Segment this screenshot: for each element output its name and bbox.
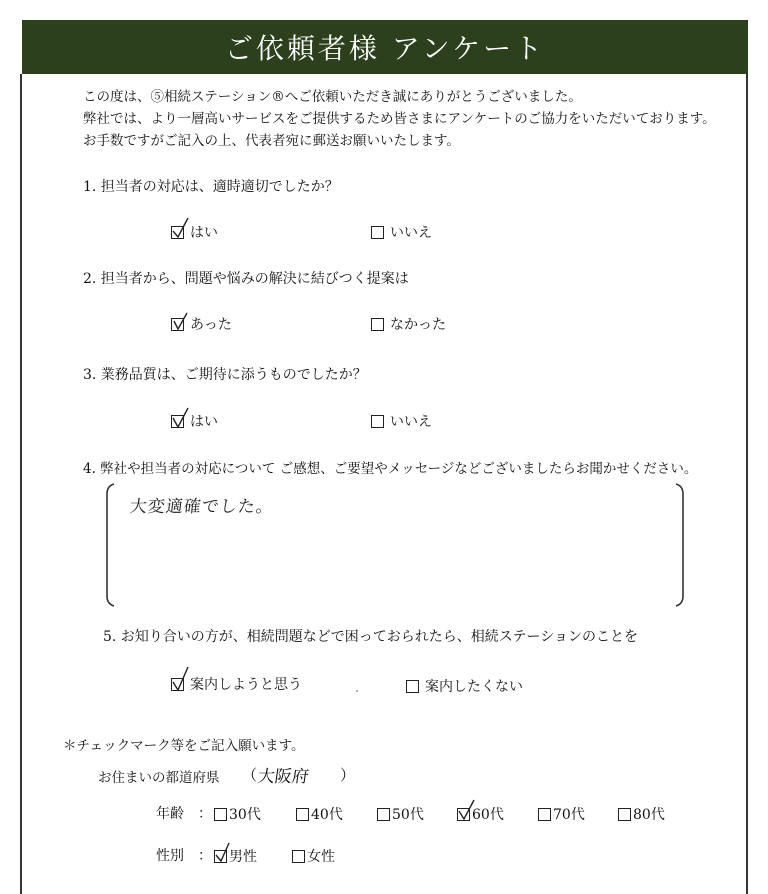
checkmark-icon: [171, 669, 189, 691]
option-label: いいえ: [390, 225, 432, 241]
age-option-70[interactable]: [538, 804, 585, 824]
checkbox[interactable]: [171, 678, 184, 691]
checkbox[interactable]: [406, 680, 419, 693]
checkbox[interactable]: [618, 808, 631, 821]
intro-text: [83, 86, 716, 152]
q5-option-no[interactable]: [406, 676, 523, 696]
prefecture-paren-close: ）: [340, 766, 356, 784]
option-label: 案内しようと思う: [190, 677, 302, 693]
q3-option-no[interactable]: [371, 411, 432, 431]
checkbox[interactable]: [371, 226, 384, 239]
note-text: ＊チェックマーク等をご記入願います。: [63, 738, 305, 754]
question-1: 1. 担当者の対応は、適時適切でしたか？: [83, 179, 339, 195]
checkbox[interactable]: [292, 850, 305, 863]
option-label: 70代: [553, 807, 585, 823]
checkbox[interactable]: [538, 808, 551, 821]
option-label: 60代: [472, 807, 504, 823]
survey-title-banner: [22, 20, 748, 74]
checkmark-icon: [171, 217, 189, 239]
option-label: 50代: [392, 807, 424, 823]
age-option-80[interactable]: [618, 804, 665, 824]
frame-left-border: [20, 74, 22, 894]
q1-option-yes[interactable]: [171, 222, 218, 242]
q2-option-yes[interactable]: [171, 314, 232, 334]
prefecture-label: お住まいの都道府県: [98, 770, 220, 786]
checkbox[interactable]: [371, 318, 384, 331]
checkbox[interactable]: [214, 808, 227, 821]
comment-answer[interactable]: 大変適確でした。: [128, 497, 275, 517]
gender-colon: ：: [198, 848, 212, 864]
option-label: 男性: [229, 849, 257, 865]
checkbox[interactable]: [171, 415, 184, 428]
age-colon: ：: [198, 806, 212, 822]
intro-line: 弊社では、より一層高いサービスをご提供するため皆さまにアンケートのご協力をいただいております。: [83, 111, 716, 127]
option-label: 30代: [229, 807, 261, 823]
option-label: 案内したくない: [425, 679, 523, 695]
gender-option-female[interactable]: [292, 846, 335, 866]
checkmark-icon: [457, 799, 475, 821]
q2-option-no[interactable]: [371, 314, 446, 334]
gender-label: 性別: [156, 848, 184, 864]
question-5: 5. お知り合いの方が、相続問題などで困っておられたら、相続ステーションのことを: [103, 629, 638, 645]
age-option-40[interactable]: [296, 804, 343, 824]
frame-right-border: [746, 74, 748, 894]
checkbox[interactable]: [296, 808, 309, 821]
option-label: はい: [190, 414, 218, 430]
checkbox[interactable]: [371, 415, 384, 428]
prefecture-paren-open: （: [242, 766, 258, 784]
q1-option-no[interactable]: [371, 222, 432, 242]
option-label: 女性: [307, 849, 335, 865]
option-label: いいえ: [390, 414, 432, 430]
checkbox[interactable]: [171, 318, 184, 331]
checkmark-icon: [214, 841, 232, 863]
question-2: 2. 担当者から、問題や悩みの解決に結びつく提案は: [83, 271, 409, 287]
checkbox[interactable]: [377, 808, 390, 821]
option-label: なかった: [390, 317, 446, 333]
age-option-50[interactable]: [377, 804, 424, 824]
question-3: 3. 業務品質は、ご期待に添うものでしたか？: [83, 367, 367, 383]
checkbox[interactable]: [171, 226, 184, 239]
option-label: 80代: [633, 807, 665, 823]
option-label: あった: [190, 317, 232, 333]
gender-option-male[interactable]: [214, 846, 257, 866]
question-4: 4. 弊社や担当者の対応について ご感想、ご要望やメッセージなどございましたらお聞かせください。: [83, 461, 698, 477]
checkmark-icon: [171, 406, 189, 428]
intro-line: お手数ですがご記入の上、代表者宛に郵送お願いいたします。: [83, 133, 460, 149]
q3-option-yes[interactable]: [171, 411, 218, 431]
option-label: 40代: [311, 807, 343, 823]
prefecture-answer[interactable]: 大阪府: [256, 767, 311, 787]
page-title: ご依頼者様 アンケート: [224, 32, 546, 65]
option-label: はい: [190, 225, 218, 241]
checkbox[interactable]: [457, 808, 470, 821]
age-option-60[interactable]: [457, 804, 504, 824]
checkbox[interactable]: [214, 850, 227, 863]
age-option-30[interactable]: [214, 804, 261, 824]
checkmark-icon: [171, 309, 189, 331]
intro-line: この度は、⑤相続ステーション®へご依頼いただき誠にありがとうございました。: [83, 89, 582, 105]
age-label: 年齢: [156, 806, 184, 822]
q5-option-yes[interactable]: [171, 674, 302, 694]
speck: [356, 690, 358, 692]
